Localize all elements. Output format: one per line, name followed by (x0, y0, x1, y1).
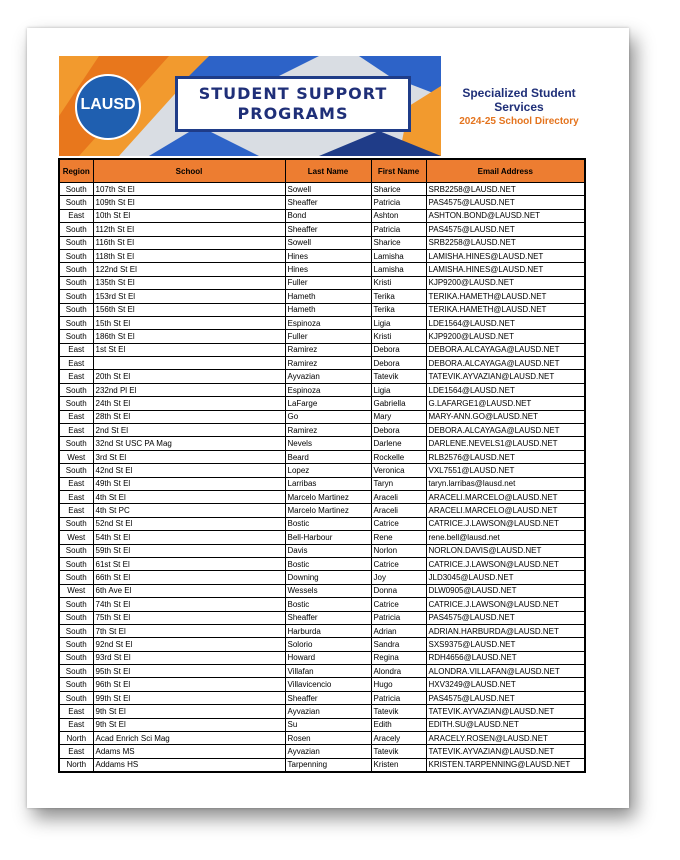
region-cell: East (59, 745, 93, 758)
email-cell: taryn.larribas@lausd.net (426, 477, 585, 490)
email-cell: PAS4575@LAUSD.NET (426, 611, 585, 624)
table-row (59, 357, 585, 370)
school-cell: 66th St El (93, 571, 285, 584)
region-cell: South (59, 544, 93, 557)
logo-lettering: LAUSD (80, 96, 136, 113)
last-name-cell: Ayvazian (285, 705, 371, 718)
last-name-cell: Marcelo Martinez (285, 490, 371, 503)
school-cell: 49th St El (93, 477, 285, 490)
region-cell: South (59, 651, 93, 664)
school-cell: 107th St El (93, 183, 285, 196)
school-cell: 54th St El (93, 531, 285, 544)
table-row (59, 638, 585, 651)
table-row (59, 383, 585, 396)
region-cell: South (59, 464, 93, 477)
first-name-cell: Sharice (371, 183, 426, 196)
first-name-cell: Alondra (371, 665, 426, 678)
school-cell: 95th St El (93, 665, 285, 678)
school-cell: 112th St El (93, 223, 285, 236)
last-name-cell: Hameth (285, 303, 371, 316)
email-cell: KRISTEN.TARPENNING@LAUSD.NET (426, 758, 585, 772)
last-name-cell: Ramirez (285, 343, 371, 356)
first-name-cell: Norlon (371, 544, 426, 557)
table-row (59, 249, 585, 262)
banner-title-line2: PROGRAMS (237, 104, 349, 123)
first-name-cell: Debora (371, 343, 426, 356)
last-name-cell: Bell-Harbour (285, 531, 371, 544)
school-cell: 2nd St El (93, 424, 285, 437)
last-name-cell: Su (285, 718, 371, 731)
first-name-cell: Regina (371, 651, 426, 664)
region-cell: East (59, 477, 93, 490)
school-cell: 75th St El (93, 611, 285, 624)
table-row (59, 651, 585, 664)
first-name-cell: Ligia (371, 383, 426, 396)
table-row (59, 397, 585, 410)
school-cell: 1st St El (93, 343, 285, 356)
email-cell: DEBORA.ALCAYAGA@LAUSD.NET (426, 357, 585, 370)
first-name-cell: Patricia (371, 691, 426, 704)
last-name-cell: Harburda (285, 624, 371, 637)
email-cell: RLB2576@LAUSD.NET (426, 450, 585, 463)
email-cell: DARLENE.NEVELS1@LAUSD.NET (426, 437, 585, 450)
school-cell: 9th St El (93, 718, 285, 731)
first-name-cell: Ligia (371, 316, 426, 329)
email-cell: HXV3249@LAUSD.NET (426, 678, 585, 691)
email-cell: PAS4575@LAUSD.NET (426, 223, 585, 236)
last-name-cell: Fuller (285, 330, 371, 343)
last-name-cell: Sheaffer (285, 223, 371, 236)
school-cell: 4th St El (93, 490, 285, 503)
directory-title: Specialized Student Services (462, 86, 576, 114)
email-cell: SXS9375@LAUSD.NET (426, 638, 585, 651)
first-name-cell: Araceli (371, 490, 426, 503)
region-cell: South (59, 691, 93, 704)
first-name-cell: Terika (371, 303, 426, 316)
school-cell: Adams MS (93, 745, 285, 758)
region-cell: East (59, 343, 93, 356)
email-cell: LAMISHA.HINES@LAUSD.NET (426, 249, 585, 262)
table-row (59, 223, 585, 236)
school-cell: 153rd St El (93, 290, 285, 303)
region-cell: West (59, 450, 93, 463)
first-name-cell: Aracely (371, 732, 426, 745)
region-cell: East (59, 705, 93, 718)
school-cell: Addams HS (93, 758, 285, 772)
last-name-cell: Go (285, 410, 371, 423)
last-name-cell: Ayvazian (285, 745, 371, 758)
school-cell: 118th St El (93, 249, 285, 262)
table-row (59, 584, 585, 597)
table-row (59, 236, 585, 249)
last-name-cell: Ramirez (285, 357, 371, 370)
region-cell: South (59, 571, 93, 584)
table-row (59, 705, 585, 718)
table-row (59, 290, 585, 303)
table-row (59, 477, 585, 490)
last-name-cell: Sheaffer (285, 691, 371, 704)
email-cell: TATEVIK.AYVAZIAN@LAUSD.NET (426, 370, 585, 383)
email-cell: EDITH.SU@LAUSD.NET (426, 718, 585, 731)
region-cell: South (59, 290, 93, 303)
header-banner (59, 56, 441, 156)
school-cell: 109th St El (93, 196, 285, 209)
table-row (59, 330, 585, 343)
column-header-region: Region (59, 159, 93, 183)
table-row (59, 665, 585, 678)
last-name-cell: Villafan (285, 665, 371, 678)
first-name-cell: Veronica (371, 464, 426, 477)
email-cell: CATRICE.J.LAWSON@LAUSD.NET (426, 557, 585, 570)
first-name-cell: Sandra (371, 638, 426, 651)
table-row (59, 531, 585, 544)
region-cell: North (59, 758, 93, 772)
region-cell: East (59, 504, 93, 517)
first-name-cell: Patricia (371, 611, 426, 624)
last-name-cell: Sheaffer (285, 611, 371, 624)
email-cell: LDE1564@LAUSD.NET (426, 316, 585, 329)
first-name-cell: Patricia (371, 223, 426, 236)
email-cell: SRB2258@LAUSD.NET (426, 236, 585, 249)
email-cell: DEBORA.ALCAYAGA@LAUSD.NET (426, 424, 585, 437)
directory-table (58, 158, 586, 773)
last-name-cell: Ayvazian (285, 370, 371, 383)
region-cell: South (59, 303, 93, 316)
school-cell: 61st St El (93, 557, 285, 570)
email-cell: ARACELY.ROSEN@LAUSD.NET (426, 732, 585, 745)
email-cell: LDE1564@LAUSD.NET (426, 383, 585, 396)
region-cell: South (59, 196, 93, 209)
first-name-cell: Catrice (371, 598, 426, 611)
first-name-cell: Ashton (371, 209, 426, 222)
last-name-cell: Hines (285, 263, 371, 276)
school-cell: 6th Ave El (93, 584, 285, 597)
first-name-cell: Catrice (371, 517, 426, 530)
region-cell: East (59, 424, 93, 437)
last-name-cell: LaFarge (285, 397, 371, 410)
column-header-school: School (93, 159, 285, 183)
first-name-cell: Edith (371, 718, 426, 731)
region-cell: South (59, 276, 93, 289)
first-name-cell: Kristen (371, 758, 426, 772)
school-cell: 59th St El (93, 544, 285, 557)
table-row (59, 263, 585, 276)
last-name-cell: Bostic (285, 557, 371, 570)
column-header-last-name: Last Name (285, 159, 371, 183)
school-cell: 32nd St USC PA Mag (93, 437, 285, 450)
table-row (59, 196, 585, 209)
school-cell: 24th St El (93, 397, 285, 410)
region-cell: South (59, 665, 93, 678)
first-name-cell: Lamisha (371, 263, 426, 276)
school-cell: 99th St El (93, 691, 285, 704)
school-cell: 135th St El (93, 276, 285, 289)
first-name-cell: Catrice (371, 557, 426, 570)
first-name-cell: Rockelle (371, 450, 426, 463)
region-cell: South (59, 330, 93, 343)
email-cell: KJP9200@LAUSD.NET (426, 276, 585, 289)
banner-title-line1: STUDENT SUPPORT (198, 84, 388, 103)
table-row (59, 678, 585, 691)
region-cell: South (59, 437, 93, 450)
table-header-row (59, 159, 585, 183)
column-header-first-name: First Name (371, 159, 426, 183)
last-name-cell: Howard (285, 651, 371, 664)
table-row (59, 183, 585, 196)
email-cell: ARACELI.MARCELO@LAUSD.NET (426, 490, 585, 503)
table-row (59, 732, 585, 745)
last-name-cell: Espinoza (285, 383, 371, 396)
table-row (59, 437, 585, 450)
region-cell: South (59, 263, 93, 276)
first-name-cell: Debora (371, 424, 426, 437)
school-cell: 10th St El (93, 209, 285, 222)
school-cell: Acad Enrich Sci Mag (93, 732, 285, 745)
region-cell: South (59, 236, 93, 249)
last-name-cell: Rosen (285, 732, 371, 745)
school-cell: 42nd St El (93, 464, 285, 477)
first-name-cell: Gabriella (371, 397, 426, 410)
document-page (27, 28, 629, 808)
first-name-cell: Kristi (371, 330, 426, 343)
first-name-cell: Lamisha (371, 249, 426, 262)
table-row (59, 209, 585, 222)
school-cell: 116th St El (93, 236, 285, 249)
last-name-cell: Bostic (285, 598, 371, 611)
first-name-cell: Hugo (371, 678, 426, 691)
table-row (59, 517, 585, 530)
table-row (59, 303, 585, 316)
school-cell: 28th St El (93, 410, 285, 423)
first-name-cell: Kristi (371, 276, 426, 289)
region-cell: South (59, 397, 93, 410)
last-name-cell: Davis (285, 544, 371, 557)
first-name-cell: Sharice (371, 236, 426, 249)
email-cell: TATEVIK.AYVAZIAN@LAUSD.NET (426, 705, 585, 718)
last-name-cell: Beard (285, 450, 371, 463)
table-row (59, 598, 585, 611)
first-name-cell: Darlene (371, 437, 426, 450)
region-cell: East (59, 490, 93, 503)
first-name-cell: Donna (371, 584, 426, 597)
region-cell: South (59, 598, 93, 611)
email-cell: NORLON.DAVIS@LAUSD.NET (426, 544, 585, 557)
table-row (59, 718, 585, 731)
region-cell: South (59, 183, 93, 196)
region-cell: South (59, 678, 93, 691)
banner-title-box (175, 76, 411, 132)
region-cell: East (59, 370, 93, 383)
region-cell: East (59, 410, 93, 423)
last-name-cell: Wessels (285, 584, 371, 597)
first-name-cell: Adrian (371, 624, 426, 637)
region-cell: East (59, 357, 93, 370)
school-cell: 4th St PC (93, 504, 285, 517)
school-cell: 122nd St El (93, 263, 285, 276)
region-cell: South (59, 611, 93, 624)
table-row (59, 745, 585, 758)
last-name-cell: Hines (285, 249, 371, 262)
email-cell: ASHTON.BOND@LAUSD.NET (426, 209, 585, 222)
school-cell: 156th St El (93, 303, 285, 316)
region-cell: North (59, 732, 93, 745)
email-cell: RDH4656@LAUSD.NET (426, 651, 585, 664)
school-cell: 92nd St El (93, 638, 285, 651)
region-cell: South (59, 638, 93, 651)
email-cell: JLD3045@LAUSD.NET (426, 571, 585, 584)
last-name-cell: Hameth (285, 290, 371, 303)
school-cell: 96th St El (93, 678, 285, 691)
region-cell: East (59, 209, 93, 222)
region-cell: West (59, 531, 93, 544)
last-name-cell: Lopez (285, 464, 371, 477)
table-row (59, 504, 585, 517)
school-cell: 93rd St El (93, 651, 285, 664)
first-name-cell: Araceli (371, 504, 426, 517)
first-name-cell: Tatevik (371, 370, 426, 383)
school-cell: 52nd St El (93, 517, 285, 530)
last-name-cell: Sowell (285, 236, 371, 249)
school-cell: 232nd Pl El (93, 383, 285, 396)
lausd-logo (75, 74, 141, 140)
school-cell: 186th St El (93, 330, 285, 343)
region-cell: South (59, 223, 93, 236)
email-cell: SRB2258@LAUSD.NET (426, 183, 585, 196)
region-cell: West (59, 584, 93, 597)
email-cell: CATRICE.J.LAWSON@LAUSD.NET (426, 598, 585, 611)
last-name-cell: Larribas (285, 477, 371, 490)
email-cell: LAMISHA.HINES@LAUSD.NET (426, 263, 585, 276)
last-name-cell: Espinoza (285, 316, 371, 329)
directory-subtitle: 2024-25 School Directory (459, 116, 579, 127)
last-name-cell: Tarpenning (285, 758, 371, 772)
last-name-cell: Fuller (285, 276, 371, 289)
email-cell: TATEVIK.AYVAZIAN@LAUSD.NET (426, 745, 585, 758)
table-row (59, 557, 585, 570)
email-cell: TERIKA.HAMETH@LAUSD.NET (426, 303, 585, 316)
table-row (59, 611, 585, 624)
last-name-cell: Downing (285, 571, 371, 584)
table-row (59, 490, 585, 503)
last-name-cell: Ramirez (285, 424, 371, 437)
email-cell: rene.bell@lausd.net (426, 531, 585, 544)
table-row (59, 410, 585, 423)
table-row (59, 276, 585, 289)
last-name-cell: Bond (285, 209, 371, 222)
region-cell: South (59, 249, 93, 262)
region-cell: South (59, 383, 93, 396)
first-name-cell: Mary (371, 410, 426, 423)
school-cell: 3rd St El (93, 450, 285, 463)
email-cell: G.LAFARGE1@LAUSD.NET (426, 397, 585, 410)
first-name-cell: Joy (371, 571, 426, 584)
region-cell: East (59, 718, 93, 731)
last-name-cell: Nevels (285, 437, 371, 450)
email-cell: MARY-ANN.GO@LAUSD.NET (426, 410, 585, 423)
first-name-cell: Rene (371, 531, 426, 544)
table-row (59, 624, 585, 637)
first-name-cell: Tatevik (371, 745, 426, 758)
email-cell: PAS4575@LAUSD.NET (426, 691, 585, 704)
email-cell: PAS4575@LAUSD.NET (426, 196, 585, 209)
school-cell: 7th St El (93, 624, 285, 637)
region-cell: South (59, 557, 93, 570)
first-name-cell: Debora (371, 357, 426, 370)
school-cell: 9th St El (93, 705, 285, 718)
school-cell: 74th St El (93, 598, 285, 611)
email-cell: ALONDRA.VILLAFAN@LAUSD.NET (426, 665, 585, 678)
email-cell: ADRIAN.HARBURDA@LAUSD.NET (426, 624, 585, 637)
table-row (59, 691, 585, 704)
email-cell: DEBORA.ALCAYAGA@LAUSD.NET (426, 343, 585, 356)
email-cell: VXL7551@LAUSD.NET (426, 464, 585, 477)
school-cell: 15th St El (93, 316, 285, 329)
table-row (59, 758, 585, 772)
last-name-cell: Marcelo Martinez (285, 504, 371, 517)
table-row (59, 370, 585, 383)
table-row (59, 450, 585, 463)
region-cell: South (59, 624, 93, 637)
first-name-cell: Taryn (371, 477, 426, 490)
region-cell: South (59, 517, 93, 530)
last-name-cell: Solorio (285, 638, 371, 651)
first-name-cell: Tatevik (371, 705, 426, 718)
last-name-cell: Bostic (285, 517, 371, 530)
table-row (59, 464, 585, 477)
email-cell: ARACELI.MARCELO@LAUSD.NET (426, 504, 585, 517)
email-cell: CATRICE.J.LAWSON@LAUSD.NET (426, 517, 585, 530)
email-cell: DLW0905@LAUSD.NET (426, 584, 585, 597)
table-row (59, 544, 585, 557)
school-cell (93, 357, 285, 370)
first-name-cell: Patricia (371, 196, 426, 209)
last-name-cell: Villavicencio (285, 678, 371, 691)
last-name-cell: Sowell (285, 183, 371, 196)
email-cell: KJP9200@LAUSD.NET (426, 330, 585, 343)
email-cell: TERIKA.HAMETH@LAUSD.NET (426, 290, 585, 303)
region-cell: South (59, 316, 93, 329)
table-row (59, 343, 585, 356)
table-row (59, 571, 585, 584)
table-row (59, 316, 585, 329)
first-name-cell: Terika (371, 290, 426, 303)
last-name-cell: Sheaffer (285, 196, 371, 209)
table-row (59, 424, 585, 437)
school-cell: 20th St El (93, 370, 285, 383)
column-header-email: Email Address (426, 159, 585, 183)
